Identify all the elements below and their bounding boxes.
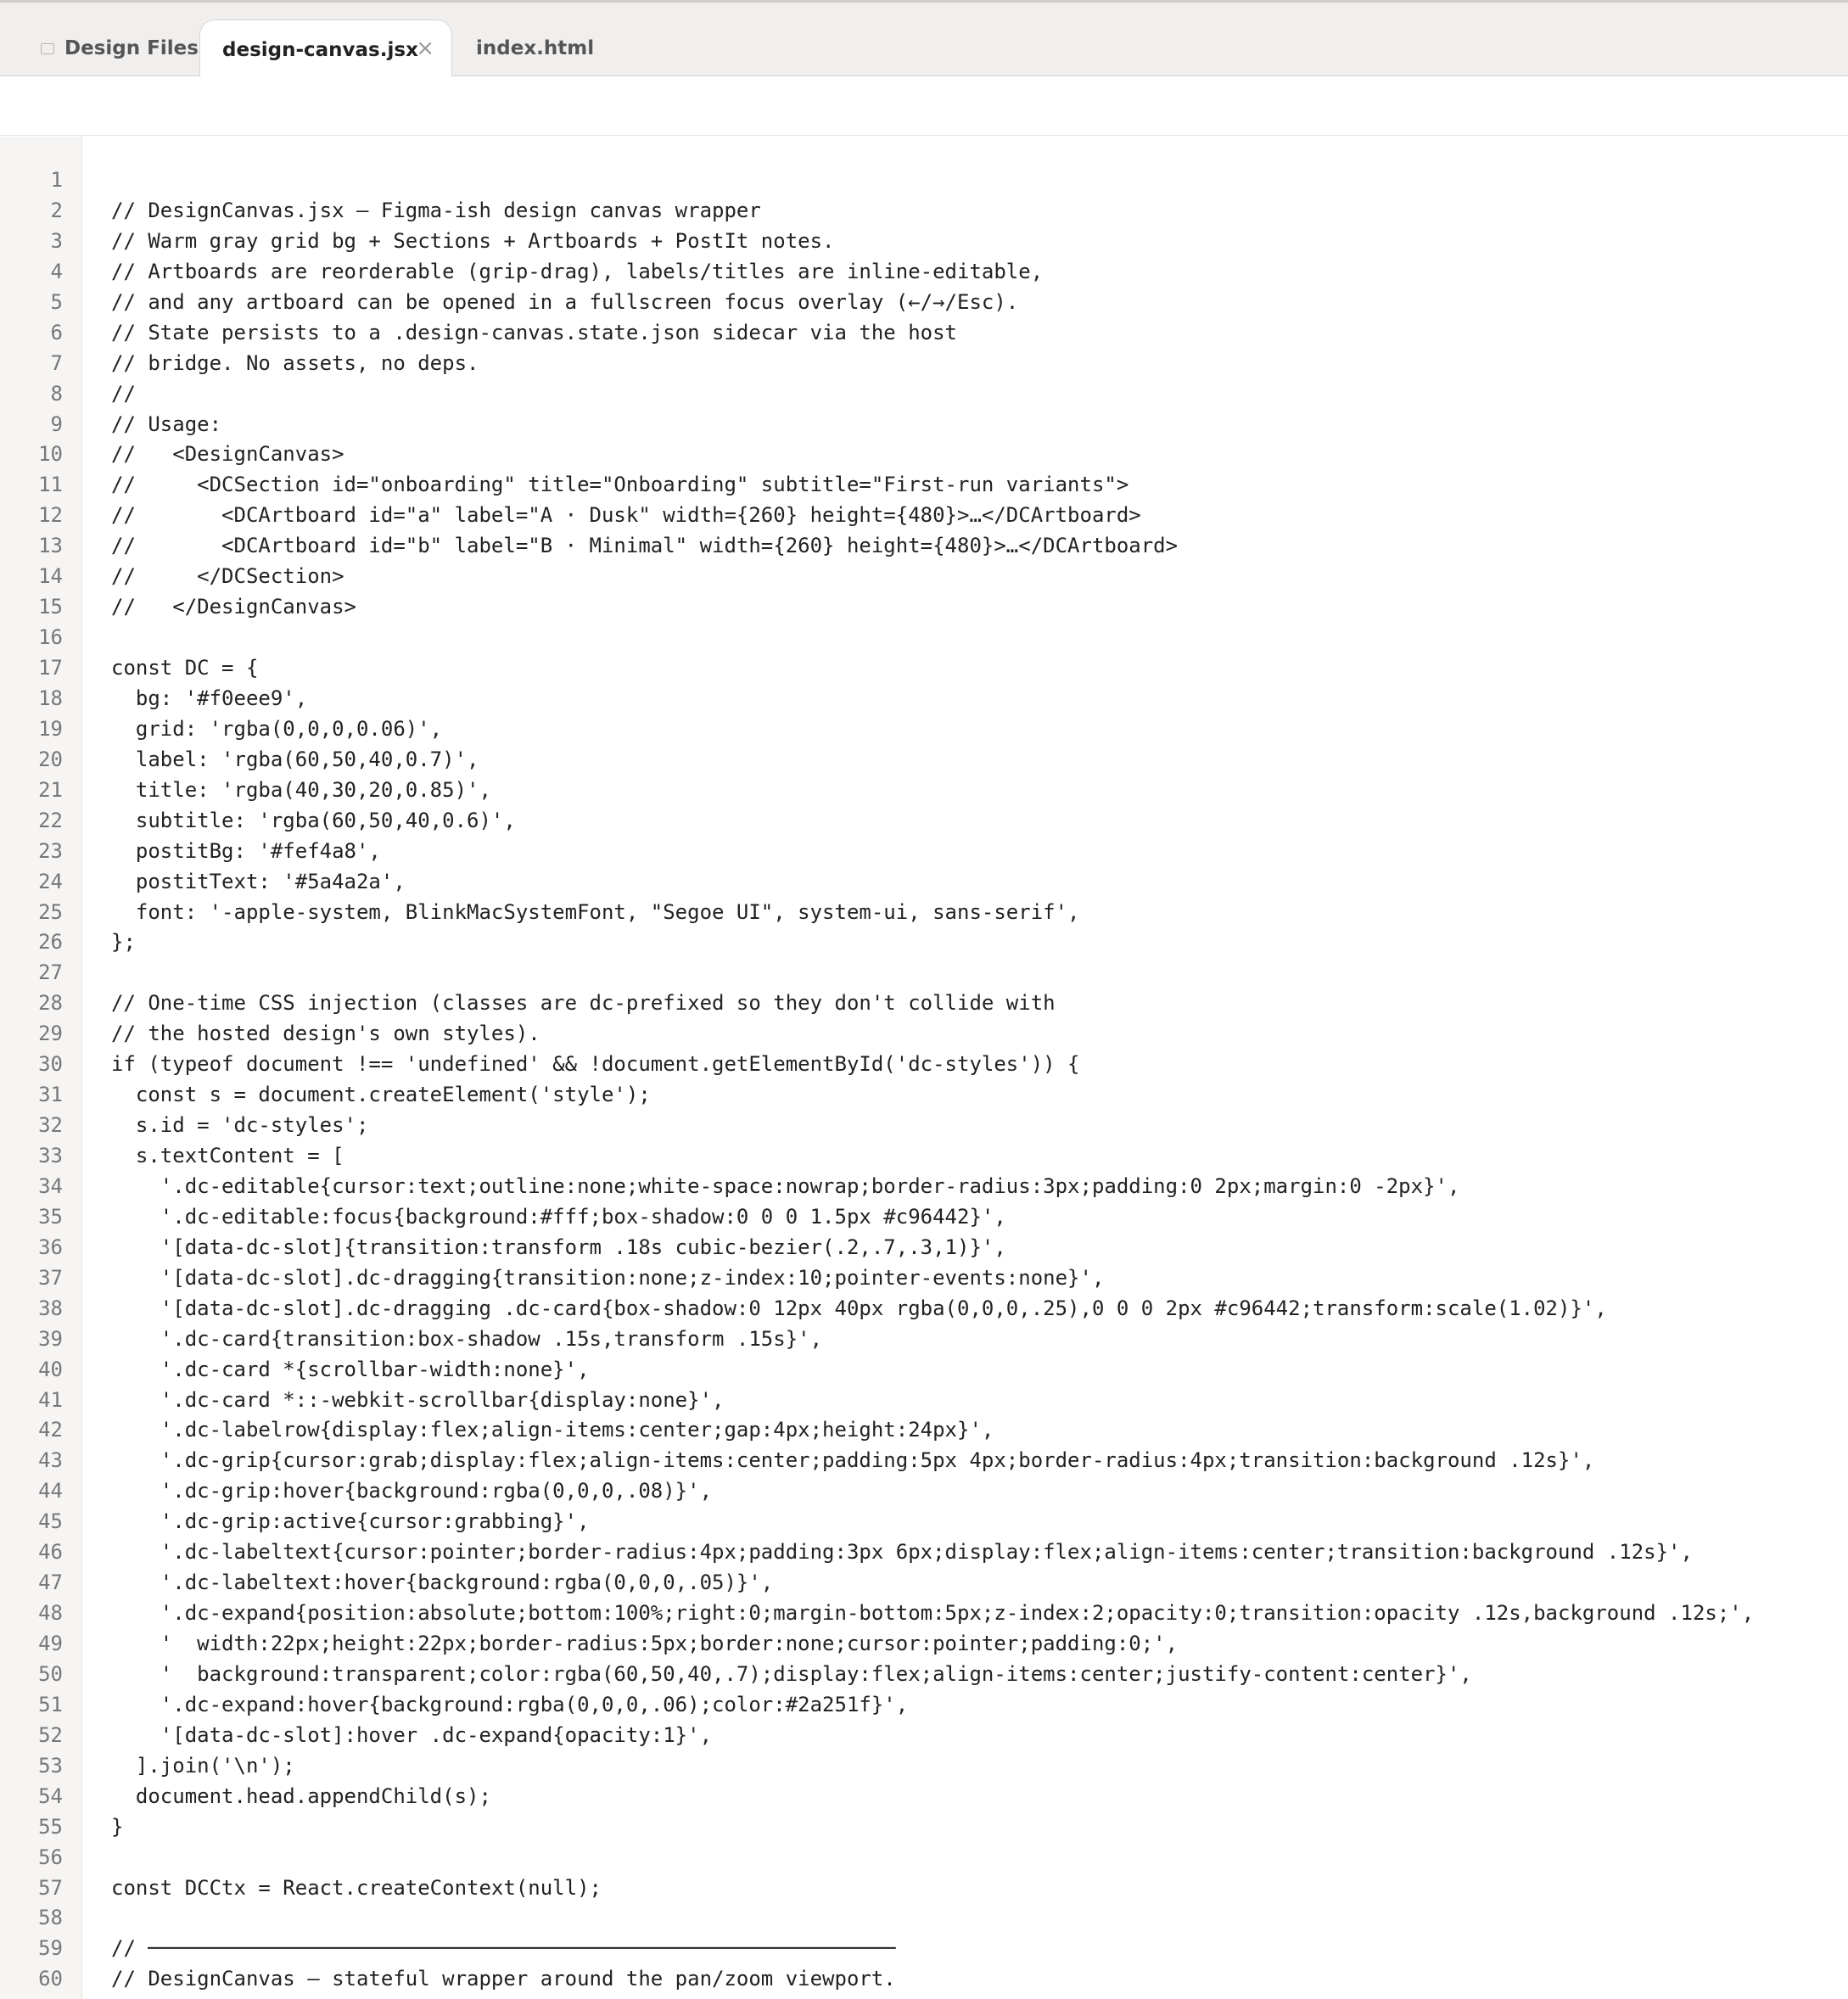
- line-content[interactable]: const DCCtx = React.createContext(null);: [111, 1875, 602, 1900]
- line-number: 34: [38, 1173, 63, 1198]
- tab-label: design-canvas.jsx: [222, 38, 418, 61]
- code-line[interactable]: [0, 1415, 1848, 1446]
- line-content[interactable]: // <DCArtboard id="a" label="A · Dusk" width={260} height={480}>…</DCArtboard>: [111, 503, 1141, 528]
- line-content[interactable]: // the hosted design's own styles).: [111, 1022, 540, 1046]
- code-line[interactable]: [0, 1568, 1848, 1599]
- line-number: 52: [38, 1722, 63, 1747]
- line-content[interactable]: const DC = {: [111, 656, 259, 680]
- line-number: 24: [38, 869, 63, 893]
- code-line[interactable]: [0, 1507, 1848, 1537]
- line-content[interactable]: s.textContent = [: [111, 1144, 344, 1167]
- code-line[interactable]: [0, 1812, 1848, 1843]
- folder-icon: [41, 43, 54, 54]
- line-content[interactable]: s.id = 'dc-styles';: [111, 1113, 369, 1138]
- line-content[interactable]: ' background:transparent;color:rgba(60,50,40,.7);display:flex;align-items:center;justify-content:center}',: [111, 1661, 1472, 1686]
- tab-design-canvas-jsx[interactable]: [199, 20, 452, 79]
- line-number: 2: [50, 198, 63, 222]
- line-number: 13: [38, 534, 63, 558]
- line-number: 41: [38, 1387, 63, 1412]
- close-icon[interactable]: ×: [416, 36, 434, 61]
- line-number: 26: [38, 930, 63, 955]
- line-content[interactable]: }: [111, 1814, 124, 1839]
- code-line[interactable]: [0, 1324, 1848, 1355]
- line-content[interactable]: };: [111, 930, 136, 955]
- line-number: 45: [38, 1509, 63, 1534]
- line-content[interactable]: title: 'rgba(40,30,20,0.85)',: [111, 777, 491, 802]
- code-line[interactable]: [0, 623, 1848, 653]
- code-line[interactable]: [0, 1751, 1848, 1782]
- tab-label: Design Files: [64, 37, 199, 59]
- code-line[interactable]: [0, 1172, 1848, 1202]
- line-content[interactable]: '.dc-expand:hover{background:rgba(0,0,0,.06);color:#2a251f}',: [111, 1692, 909, 1716]
- line-number: 5: [50, 289, 63, 314]
- line-number: 50: [38, 1661, 63, 1686]
- code-line[interactable]: [0, 1386, 1848, 1416]
- line-number: 6: [50, 320, 63, 344]
- line-number: 56: [38, 1845, 63, 1869]
- code-line[interactable]: [0, 1111, 1848, 1141]
- code-line[interactable]: [0, 837, 1848, 867]
- code-line[interactable]: [0, 592, 1848, 623]
- line-number: 43: [38, 1448, 63, 1473]
- line-content[interactable]: // bridge. No assets, no deps.: [111, 350, 479, 375]
- line-number: 12: [38, 503, 63, 528]
- tab-index-html[interactable]: [476, 18, 594, 79]
- line-number: 17: [38, 656, 63, 680]
- line-number: 39: [38, 1326, 63, 1351]
- line-content[interactable]: document.head.appendChild(s);: [111, 1783, 491, 1808]
- code-line[interactable]: [0, 1263, 1848, 1294]
- line-number: 28: [38, 991, 63, 1016]
- editor-toolbar: [0, 76, 1848, 136]
- line-number: 19: [38, 716, 63, 741]
- line-content[interactable]: // </DesignCanvas>: [111, 595, 356, 619]
- line-number: 58: [38, 1906, 63, 1930]
- line-number: 9: [50, 412, 63, 436]
- line-number: 10: [38, 442, 63, 467]
- line-content[interactable]: '.dc-card *::-webkit-scrollbar{display:none}',: [111, 1387, 725, 1412]
- code-line[interactable]: [0, 562, 1848, 592]
- code-line[interactable]: [0, 653, 1848, 684]
- line-content[interactable]: '.dc-card *{scrollbar-width:none}',: [111, 1357, 590, 1381]
- line-number: 36: [38, 1235, 63, 1259]
- line-content[interactable]: '[data-dc-slot].dc-dragging .dc-card{box-shadow:0 12px 40px rgba(0,0,0,.25),0 0 0 2px #c96442;transform:scale(1.02)}',: [111, 1296, 1607, 1320]
- line-number: 23: [38, 838, 63, 863]
- line-content[interactable]: '.dc-editable:focus{background:#fff;box-shadow:0 0 0 1.5px #c96442}',: [111, 1204, 1006, 1229]
- code-line[interactable]: [0, 745, 1848, 776]
- line-content[interactable]: // and any artboard can be opened in a fullscreen focus overlay (←/→/Esc).: [111, 289, 1019, 314]
- code-line[interactable]: [0, 501, 1848, 531]
- line-number: 14: [38, 564, 63, 589]
- line-number: 47: [38, 1571, 63, 1595]
- code-line[interactable]: [0, 1599, 1848, 1629]
- line-content[interactable]: '.dc-editable{cursor:text;outline:none;white-space:nowrap;border-radius:3px;padding:0 2px;margin:0 -2px}',: [111, 1173, 1460, 1198]
- line-content[interactable]: // ─────────────────────────────────────────────────────────────: [111, 1936, 896, 1961]
- line-number: 8: [50, 381, 63, 406]
- line-number: 40: [38, 1357, 63, 1381]
- line-number: 54: [38, 1783, 63, 1808]
- line-number: 31: [38, 1083, 63, 1107]
- line-number: 48: [38, 1601, 63, 1626]
- line-content[interactable]: grid: 'rgba(0,0,0,0.06)',: [111, 716, 443, 741]
- line-content[interactable]: subtitle: 'rgba(60,50,40,0.6)',: [111, 808, 516, 832]
- line-number: 29: [38, 1022, 63, 1046]
- line-content[interactable]: '[data-dc-slot].dc-dragging{transition:none;z-index:10;pointer-events:none}',: [111, 1265, 1105, 1290]
- line-content[interactable]: font: '-apple-system, BlinkMacSystemFont, "Segoe UI", system-ui, sans-serif',: [111, 899, 1080, 924]
- code-lines[interactable]: [0, 165, 1848, 1995]
- code-line[interactable]: [0, 1843, 1848, 1873]
- line-number: 11: [38, 473, 63, 497]
- code-line[interactable]: [0, 1476, 1848, 1507]
- line-number: 18: [38, 686, 63, 710]
- line-number: 59: [38, 1936, 63, 1961]
- line-number: 25: [38, 899, 63, 924]
- line-content[interactable]: bg: '#f0eee9',: [111, 686, 308, 710]
- code-line[interactable]: [0, 470, 1848, 501]
- line-number: 27: [38, 960, 63, 985]
- code-line[interactable]: [0, 349, 1848, 379]
- code-line[interactable]: [0, 440, 1848, 470]
- line-number: 3: [50, 228, 63, 253]
- code-line[interactable]: [0, 1964, 1848, 1995]
- line-number: 51: [38, 1692, 63, 1716]
- line-content[interactable]: // Usage:: [111, 412, 222, 436]
- code-line[interactable]: [0, 1690, 1848, 1721]
- code-line[interactable]: [0, 1019, 1848, 1050]
- line-number: 33: [38, 1144, 63, 1167]
- code-line[interactable]: [0, 1233, 1848, 1263]
- line-number: 55: [38, 1814, 63, 1839]
- code-line[interactable]: [0, 1934, 1848, 1964]
- line-number: 22: [38, 808, 63, 832]
- line-content[interactable]: '.dc-labeltext{cursor:pointer;border-radius:4px;padding:3px 6px;display:flex;align-items:center;transition:background .12s}',: [111, 1540, 1693, 1565]
- line-content[interactable]: // <DCSection id="onboarding" title="Onboarding" subtitle="First-run variants">: [111, 473, 1129, 497]
- code-line[interactable]: [0, 1903, 1848, 1934]
- line-content[interactable]: // State persists to a .design-canvas.state.json sidecar via the host: [111, 320, 957, 344]
- line-content[interactable]: // <DCArtboard id="b" label="B · Minimal" width={260} height={480}>…</DCArtboard>: [111, 534, 1179, 558]
- line-number: 44: [38, 1479, 63, 1503]
- line-number: 1: [50, 168, 63, 192]
- code-line[interactable]: [0, 1294, 1848, 1324]
- line-content[interactable]: '[data-dc-slot]{transition:transform .18s cubic-bezier(.2,.7,.3,1)}',: [111, 1235, 1006, 1259]
- tab-design-files[interactable]: [41, 18, 199, 79]
- line-content[interactable]: '.dc-card{transition:box-shadow .15s,transform .15s}',: [111, 1326, 823, 1351]
- code-line[interactable]: [0, 1629, 1848, 1660]
- code-line[interactable]: [0, 898, 1848, 928]
- line-content[interactable]: '.dc-grip:active{cursor:grabbing}',: [111, 1509, 590, 1534]
- code-line[interactable]: [0, 318, 1848, 349]
- code-line[interactable]: [0, 1080, 1848, 1111]
- line-content[interactable]: // Warm gray grid bg + Sections + Artboards + PostIt notes.: [111, 228, 835, 253]
- line-number: 32: [38, 1113, 63, 1138]
- line-number: 30: [38, 1052, 63, 1077]
- line-number: 4: [50, 259, 63, 283]
- code-line[interactable]: [0, 927, 1848, 958]
- code-line[interactable]: [0, 1660, 1848, 1690]
- line-content[interactable]: '.dc-expand{position:absolute;bottom:100%;right:0;margin-bottom:5px;z-index:2;opacity:0;transition:opacity .12s,background .12s;',: [111, 1601, 1755, 1626]
- line-content[interactable]: label: 'rgba(60,50,40,0.7)',: [111, 747, 479, 771]
- code-editor[interactable]: [0, 137, 1848, 1999]
- line-content[interactable]: // DesignCanvas — stateful wrapper around the pan/zoom viewport.: [111, 1967, 896, 1991]
- code-line[interactable]: [0, 684, 1848, 714]
- line-number: 42: [38, 1418, 63, 1442]
- line-content[interactable]: '.dc-grip:hover{background:rgba(0,0,0,.08)}',: [111, 1479, 713, 1503]
- code-line[interactable]: [0, 165, 1848, 196]
- code-line[interactable]: [0, 531, 1848, 562]
- tab-label: index.html: [476, 37, 595, 59]
- line-number: 46: [38, 1540, 63, 1565]
- code-line[interactable]: [0, 958, 1848, 988]
- line-content[interactable]: // Artboards are reorderable (grip-drag), labels/titles are inline-editable,: [111, 259, 1044, 283]
- code-line[interactable]: [0, 1782, 1848, 1812]
- line-content[interactable]: ].join('\n');: [111, 1753, 295, 1778]
- line-content[interactable]: // DesignCanvas.jsx — Figma-ish design canvas wrapper: [111, 198, 761, 222]
- code-line[interactable]: [0, 196, 1848, 227]
- line-content[interactable]: '[data-dc-slot]:hover .dc-expand{opacity:1}',: [111, 1722, 713, 1747]
- code-line[interactable]: [0, 1355, 1848, 1386]
- line-content[interactable]: // <DesignCanvas>: [111, 442, 344, 467]
- code-line[interactable]: [0, 714, 1848, 745]
- code-line[interactable]: [0, 1721, 1848, 1751]
- line-content[interactable]: postitText: '#5a4a2a',: [111, 869, 406, 893]
- code-line[interactable]: [0, 806, 1848, 837]
- line-content[interactable]: '.dc-labeltext:hover{background:rgba(0,0,0,.05)}',: [111, 1571, 774, 1595]
- line-content[interactable]: if (typeof document !== 'undefined' && !document.getElementById('dc-styles')) {: [111, 1052, 1080, 1077]
- code-line[interactable]: [0, 379, 1848, 410]
- line-number: 60: [38, 1967, 63, 1991]
- line-number: 7: [50, 350, 63, 375]
- code-line[interactable]: [0, 410, 1848, 440]
- code-line[interactable]: [0, 988, 1848, 1019]
- line-number: 21: [38, 777, 63, 802]
- code-line[interactable]: [0, 867, 1848, 898]
- code-line[interactable]: [0, 257, 1848, 288]
- code-line[interactable]: [0, 227, 1848, 257]
- line-content[interactable]: const s = document.createElement('style');: [111, 1083, 651, 1107]
- line-content[interactable]: // One-time CSS injection (classes are dc-prefixed so they don't collide with: [111, 991, 1056, 1016]
- line-number: 20: [38, 747, 63, 771]
- code-line[interactable]: [0, 1050, 1848, 1080]
- code-line[interactable]: [0, 1537, 1848, 1568]
- line-content[interactable]: ' width:22px;height:22px;border-radius:5px;border:none;cursor:pointer;padding:0;',: [111, 1632, 1179, 1655]
- line-number: 15: [38, 595, 63, 619]
- line-number: 16: [38, 625, 63, 650]
- line-content[interactable]: postitBg: '#fef4a8',: [111, 838, 381, 863]
- line-number: 37: [38, 1265, 63, 1290]
- tab-bar: [0, 0, 1848, 76]
- line-content[interactable]: '.dc-labelrow{display:flex;align-items:center;gap:4px;height:24px}',: [111, 1418, 994, 1442]
- line-number: 38: [38, 1296, 63, 1320]
- line-number: 53: [38, 1753, 63, 1778]
- line-content[interactable]: //: [111, 381, 136, 406]
- line-number: 49: [38, 1632, 63, 1655]
- code-line[interactable]: [0, 776, 1848, 806]
- line-content[interactable]: '.dc-grip{cursor:grab;display:flex;align-items:center;padding:5px 4px;border-radius:4px;transition:background .12s}',: [111, 1448, 1595, 1473]
- code-line[interactable]: [0, 1141, 1848, 1172]
- line-number: 35: [38, 1204, 63, 1229]
- code-line[interactable]: [0, 1873, 1848, 1904]
- line-content[interactable]: // </DCSection>: [111, 564, 344, 589]
- code-line[interactable]: [0, 1202, 1848, 1233]
- line-number: 57: [38, 1875, 63, 1900]
- code-line[interactable]: [0, 1446, 1848, 1476]
- code-line[interactable]: [0, 288, 1848, 318]
